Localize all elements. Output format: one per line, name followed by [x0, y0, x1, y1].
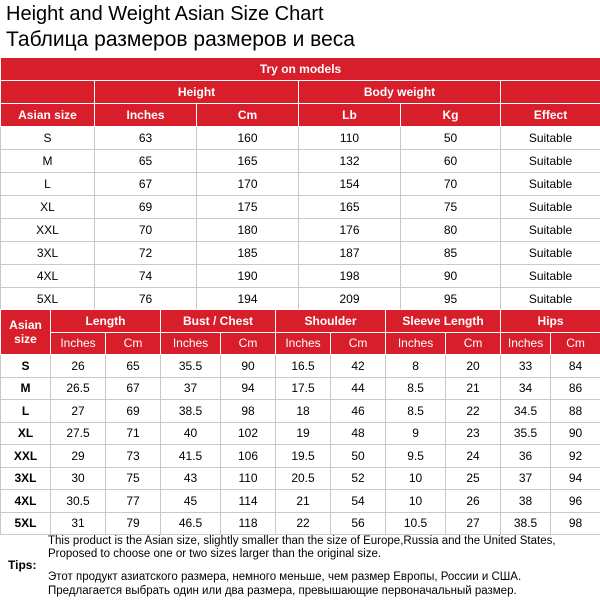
- cell-cm: 165: [197, 150, 299, 173]
- cell-length-cm: 69: [106, 400, 161, 423]
- cell-length-inches: 26: [51, 355, 106, 378]
- cell-sleeve-cm: 20: [446, 355, 501, 378]
- cell-hips-inches: 38: [501, 490, 551, 513]
- cell-effect: Suitable: [501, 265, 600, 288]
- cell-bust-cm: 90: [221, 355, 276, 378]
- cell-hips-cm: 96: [551, 490, 600, 513]
- cell-effect: Suitable: [501, 196, 600, 219]
- cell-shoulder-inches: 21: [276, 490, 331, 513]
- cell-shoulder-inches: 18: [276, 400, 331, 423]
- cell-inches: 74: [95, 265, 197, 288]
- cell-size: XL: [1, 196, 95, 219]
- tips-line-en-2: Proposed to choose one or two sizes larger than the original size.: [48, 548, 382, 560]
- tips-line-ru-1: Этот продукт азиатского размера, немного меньше, чем размер Европы, России и США.: [48, 571, 522, 583]
- cell-sleeve-inches: 10.5: [386, 512, 446, 535]
- cell-shoulder-inches: 16.5: [276, 355, 331, 378]
- sub-header-cm: Cm: [446, 332, 501, 355]
- cell-sleeve-inches: 9: [386, 422, 446, 445]
- cell-hips-inches: 38.5: [501, 512, 551, 535]
- cell-bust-inches: 40: [161, 422, 221, 445]
- cell-sleeve-cm: 24: [446, 445, 501, 468]
- cell-cm: 170: [197, 173, 299, 196]
- cell-bust-cm: 102: [221, 422, 276, 445]
- table-row: [1, 377, 600, 400]
- cell-sleeve-inches: 10: [386, 490, 446, 513]
- cell-hips-cm: 92: [551, 445, 600, 468]
- cell-length-cm: 73: [106, 445, 161, 468]
- cell-size: M: [1, 377, 51, 400]
- cell-sleeve-cm: 25: [446, 467, 501, 490]
- cell-effect: Suitable: [501, 127, 600, 150]
- cell-sleeve-cm: 23: [446, 422, 501, 445]
- col-header-lb: Lb: [299, 104, 401, 127]
- cell-shoulder-cm: 54: [331, 490, 386, 513]
- weight-group-header: Body weight: [299, 81, 501, 104]
- tips-label: Tips:: [8, 558, 37, 572]
- cell-kg: 70: [401, 173, 501, 196]
- cell-inches: 69: [95, 196, 197, 219]
- group-header-bust: Bust / Chest: [161, 310, 276, 333]
- cell-kg: 95: [401, 288, 501, 311]
- table-row: [1, 467, 600, 490]
- cell-length-inches: 30: [51, 467, 106, 490]
- cell-sleeve-cm: 27: [446, 512, 501, 535]
- cell-size: L: [1, 173, 95, 196]
- cell-shoulder-inches: 20.5: [276, 467, 331, 490]
- cell-length-inches: 26.5: [51, 377, 106, 400]
- group-header-shoulder: Shoulder: [276, 310, 386, 333]
- page-title-russian: Таблица размеров размеров и веса: [6, 28, 355, 51]
- cell-lb: 187: [299, 242, 401, 265]
- cell-shoulder-cm: 42: [331, 355, 386, 378]
- cell-size: 5XL: [1, 288, 95, 311]
- page-title-english: Height and Weight Asian Size Chart: [6, 3, 324, 25]
- cell-hips-inches: 37: [501, 467, 551, 490]
- cell-bust-cm: 98: [221, 400, 276, 423]
- col-header-kg: Kg: [401, 104, 501, 127]
- col-header-cm: Cm: [197, 104, 299, 127]
- cell-bust-inches: 37: [161, 377, 221, 400]
- cell-length-inches: 27: [51, 400, 106, 423]
- table-row: [1, 490, 600, 513]
- sub-header-inches: Inches: [501, 332, 551, 355]
- cell-effect: Suitable: [501, 219, 600, 242]
- cell-length-inches: 31: [51, 512, 106, 535]
- cell-inches: 63: [95, 127, 197, 150]
- cell-bust-cm: 106: [221, 445, 276, 468]
- cell-inches: 76: [95, 288, 197, 311]
- cell-hips-cm: 94: [551, 467, 600, 490]
- cell-effect: Suitable: [501, 288, 600, 311]
- table-row: [1, 355, 600, 378]
- sub-header-cm: Cm: [221, 332, 276, 355]
- cell-sleeve-inches: 8.5: [386, 377, 446, 400]
- cell-hips-cm: 88: [551, 400, 600, 423]
- cell-bust-inches: 43: [161, 467, 221, 490]
- cell-hips-inches: 33: [501, 355, 551, 378]
- cell-size: 4XL: [1, 265, 95, 288]
- col-header-size: Asian size: [1, 310, 51, 355]
- cell-sleeve-inches: 10: [386, 467, 446, 490]
- cell-cm: 175: [197, 196, 299, 219]
- cell-bust-inches: 46.5: [161, 512, 221, 535]
- cell-length-cm: 79: [106, 512, 161, 535]
- cell-sleeve-inches: 9.5: [386, 445, 446, 468]
- cell-lb: 198: [299, 265, 401, 288]
- cell-length-cm: 67: [106, 377, 161, 400]
- cell-size: XXL: [1, 219, 95, 242]
- cell-bust-inches: 35.5: [161, 355, 221, 378]
- table-row: [1, 445, 600, 468]
- height-group-header: Height: [95, 81, 299, 104]
- cell-bust-inches: 41.5: [161, 445, 221, 468]
- cell-shoulder-inches: 22: [276, 512, 331, 535]
- sub-header-inches: Inches: [276, 332, 331, 355]
- cell-sleeve-inches: 8.5: [386, 400, 446, 423]
- cell-inches: 65: [95, 150, 197, 173]
- cell-hips-cm: 86: [551, 377, 600, 400]
- sub-header-inches: Inches: [161, 332, 221, 355]
- col-header-effect: Effect: [501, 104, 600, 127]
- cell-hips-inches: 34.5: [501, 400, 551, 423]
- cell-bust-inches: 45: [161, 490, 221, 513]
- cell-cm: 180: [197, 219, 299, 242]
- cell-hips-cm: 90: [551, 422, 600, 445]
- cell-hips-cm: 98: [551, 512, 600, 535]
- cell-length-cm: 71: [106, 422, 161, 445]
- sub-header-cm: Cm: [551, 332, 600, 355]
- cell-sleeve-cm: 26: [446, 490, 501, 513]
- cell-shoulder-cm: 56: [331, 512, 386, 535]
- blank-cell: [1, 81, 95, 104]
- cell-length-cm: 75: [106, 467, 161, 490]
- garment-measurements-table: [0, 309, 600, 535]
- cell-size: 3XL: [1, 242, 95, 265]
- cell-size: L: [1, 400, 51, 423]
- cell-size: 4XL: [1, 490, 51, 513]
- col-header-size: Asian size: [1, 104, 95, 127]
- sub-header-cm: Cm: [331, 332, 386, 355]
- cell-hips-inches: 36: [501, 445, 551, 468]
- cell-hips-cm: 84: [551, 355, 600, 378]
- tips-line-en-1: This product is the Asian size, slightly smaller than the size of Europe,Russia and the United States,: [48, 535, 556, 547]
- cell-size: 3XL: [1, 467, 51, 490]
- table-row: [1, 173, 600, 196]
- table-row: [1, 242, 600, 265]
- cell-size: 5XL: [1, 512, 51, 535]
- col-header-inches: Inches: [95, 104, 197, 127]
- table-row: [1, 288, 600, 311]
- cell-cm: 160: [197, 127, 299, 150]
- cell-lb: 132: [299, 150, 401, 173]
- cell-effect: Suitable: [501, 173, 600, 196]
- cell-length-inches: 30.5: [51, 490, 106, 513]
- table-row: [1, 422, 600, 445]
- cell-kg: 80: [401, 219, 501, 242]
- table-row: [1, 400, 600, 423]
- cell-shoulder-cm: 50: [331, 445, 386, 468]
- sub-header-inches: Inches: [51, 332, 106, 355]
- cell-size: M: [1, 150, 95, 173]
- cell-shoulder-cm: 44: [331, 377, 386, 400]
- cell-effect: Suitable: [501, 150, 600, 173]
- cell-shoulder-inches: 19.5: [276, 445, 331, 468]
- cell-bust-cm: 118: [221, 512, 276, 535]
- cell-length-inches: 29: [51, 445, 106, 468]
- table-row: [1, 265, 600, 288]
- cell-hips-inches: 35.5: [501, 422, 551, 445]
- cell-size: S: [1, 355, 51, 378]
- cell-lb: 165: [299, 196, 401, 219]
- table-row: [1, 219, 600, 242]
- cell-bust-inches: 38.5: [161, 400, 221, 423]
- cell-length-cm: 65: [106, 355, 161, 378]
- cell-kg: 85: [401, 242, 501, 265]
- cell-shoulder-cm: 46: [331, 400, 386, 423]
- cell-size: XL: [1, 422, 51, 445]
- height-weight-table: [0, 57, 600, 311]
- cell-length-cm: 77: [106, 490, 161, 513]
- cell-kg: 90: [401, 265, 501, 288]
- tips-section: [0, 532, 600, 600]
- table-caption: Try on models: [1, 58, 600, 81]
- blank-cell: [501, 81, 600, 104]
- group-header-sleeve: Sleeve Length: [386, 310, 501, 333]
- sub-header-cm: Cm: [106, 332, 161, 355]
- cell-bust-cm: 94: [221, 377, 276, 400]
- cell-inches: 67: [95, 173, 197, 196]
- cell-bust-cm: 114: [221, 490, 276, 513]
- cell-kg: 60: [401, 150, 501, 173]
- cell-kg: 75: [401, 196, 501, 219]
- cell-shoulder-inches: 17.5: [276, 377, 331, 400]
- cell-shoulder-cm: 48: [331, 422, 386, 445]
- table-row: [1, 150, 600, 173]
- cell-size: XXL: [1, 445, 51, 468]
- cell-shoulder-inches: 19: [276, 422, 331, 445]
- cell-shoulder-cm: 52: [331, 467, 386, 490]
- table-row: [1, 196, 600, 219]
- cell-cm: 194: [197, 288, 299, 311]
- cell-lb: 176: [299, 219, 401, 242]
- cell-sleeve-cm: 22: [446, 400, 501, 423]
- group-header-length: Length: [51, 310, 161, 333]
- cell-kg: 50: [401, 127, 501, 150]
- sub-header-inches: Inches: [386, 332, 446, 355]
- cell-lb: 110: [299, 127, 401, 150]
- cell-hips-inches: 34: [501, 377, 551, 400]
- cell-sleeve-inches: 8: [386, 355, 446, 378]
- cell-bust-cm: 110: [221, 467, 276, 490]
- tips-line-ru-2: Предлагается выбрать один или два размера, превышающие первоначальный размер.: [48, 585, 517, 597]
- cell-length-inches: 27.5: [51, 422, 106, 445]
- cell-effect: Suitable: [501, 242, 600, 265]
- cell-lb: 154: [299, 173, 401, 196]
- cell-cm: 185: [197, 242, 299, 265]
- cell-cm: 190: [197, 265, 299, 288]
- group-header-hips: Hips: [501, 310, 600, 333]
- cell-inches: 70: [95, 219, 197, 242]
- cell-size: S: [1, 127, 95, 150]
- cell-inches: 72: [95, 242, 197, 265]
- cell-lb: 209: [299, 288, 401, 311]
- cell-sleeve-cm: 21: [446, 377, 501, 400]
- table-row: [1, 127, 600, 150]
